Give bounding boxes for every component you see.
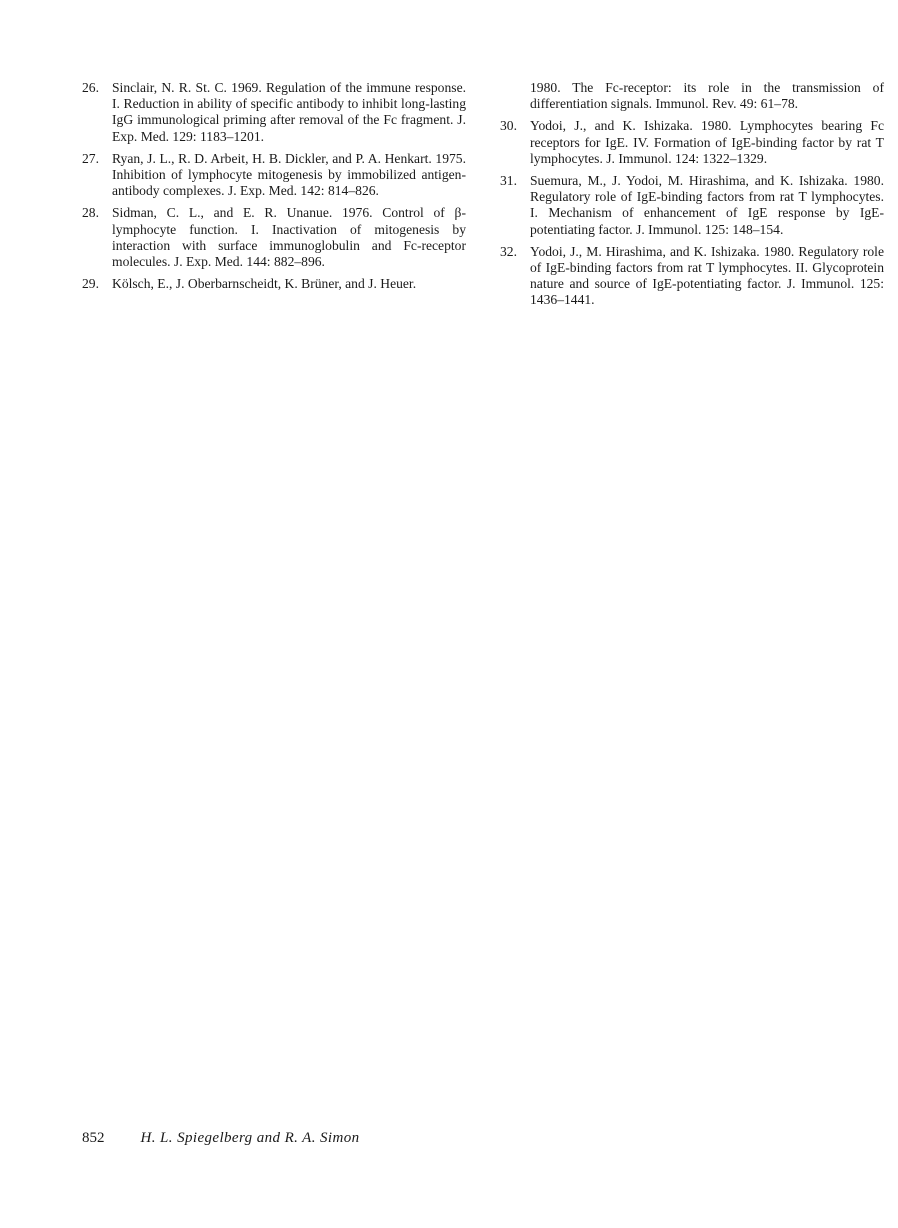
reference-28 [82, 205, 466, 270]
references-left-column [82, 80, 466, 298]
reference-32 [500, 244, 884, 309]
reference-text: Yodoi, J., and K. Ishizaka. 1980. Lymphocytes bearing Fc receptors for IgE. IV. Formation of IgE-binding factor by rat T lymphocytes. J. Immunol. 124: 1322–1329. [530, 118, 884, 166]
reference-text: Yodoi, J., M. Hirashima, and K. Ishizaka. 1980. Regulatory role of IgE-binding factors from rat T lymphocytes. II. Glycoprotein nature and source of IgE-potentiating factor. J. Immunol. 125: 1436–1441. [530, 243, 884, 308]
reference-text: Suemura, M., J. Yodoi, M. Hirashima, and K. Ishizaka. 1980. Regulatory role of IgE-binding factors from rat T lymphocytes. I. Mechanism of enhancement of IgE response by IgE-potentiating factor. J. Immunol. 125: 148–154. [530, 173, 884, 237]
reference-29 [82, 276, 466, 292]
reference-text: Sinclair, N. R. St. C. 1969. Regulation of the immune response. I. Reduction in ability of specific antibody to inhibit long-lasting IgG immunological priming after removal of the Fc fragment. J. Exp. Med. 129: 1183–1201. [112, 80, 466, 144]
reference-number: 28. [82, 205, 99, 221]
page-footer [82, 1130, 360, 1147]
reference-number: 27. [82, 150, 99, 166]
reference-29-continuation: 1980. The Fc-receptor: its role in the transmission of differentiation signals. Immunol. Rev. 49: 61–78. [530, 80, 884, 112]
reference-26 [82, 80, 466, 145]
reference-text: Kölsch, E., J. Oberbarnscheidt, K. Brüner, and J. Heuer. [112, 276, 417, 292]
reference-text: Ryan, J. L., R. D. Arbeit, H. B. Dickler, and P. A. Henkart. 1975. Inhibition of lymphocyte mitogenesis by immobilized antigen-antibody complexes. J. Exp. Med. 142: 814–826. [112, 150, 466, 199]
reference-number: 29. [82, 276, 99, 292]
reference-number: 30. [500, 118, 517, 134]
reference-number: 26. [82, 80, 99, 95]
reference-number: 31. [500, 173, 517, 189]
reference-30 [500, 118, 884, 167]
references-right-column [500, 80, 884, 315]
reference-31 [500, 173, 884, 238]
reference-number: 32. [500, 243, 517, 259]
reference-text: Sidman, C. L., and E. R. Unanue. 1976. Control of β-lymphocyte function. I. Inactivation of mitogenesis by interaction with surface immunoglobulin and Fc-receptor molecules. J. Exp. Med. 144: 882–896. [112, 205, 466, 270]
running-authors: H. L. Spiegelberg and R. A. Simon [140, 1130, 360, 1146]
reference-27 [82, 151, 466, 200]
page-number: 852 [82, 1130, 105, 1146]
